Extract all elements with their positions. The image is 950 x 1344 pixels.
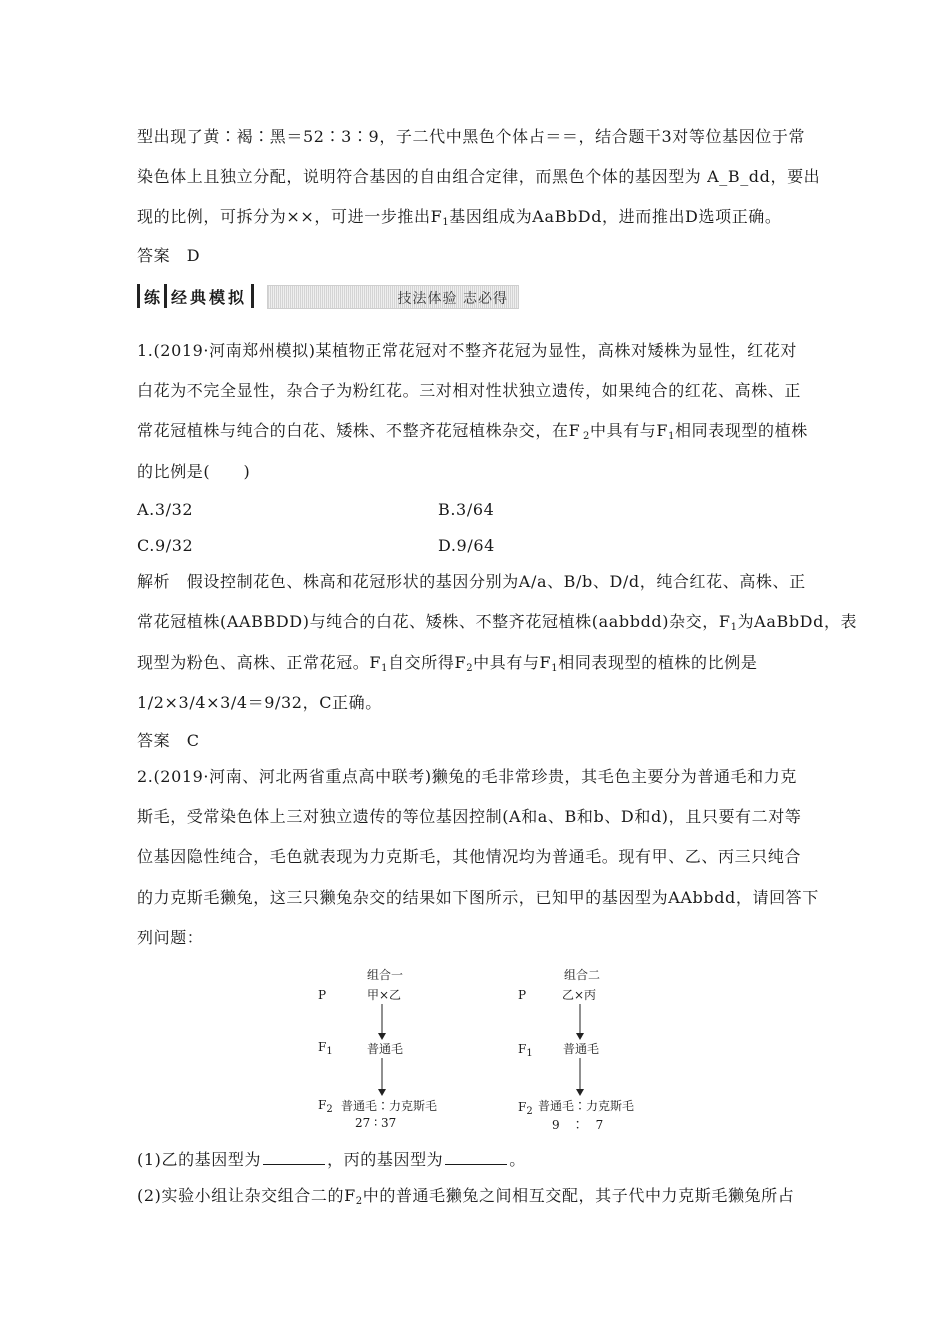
analysis-line: 常花冠植株(AABBDD)与纯合的白花、矮株、不整齐花冠植株(aabbdd)杂交，$F_1$为AaBbDd，表	[137, 612, 858, 633]
analysis-line: 解析 假设控制花色、株高和花冠形状的基因分别为A/a、B/b、D/d，纯合红花、高株、正	[137, 572, 806, 591]
banner-title: 练 经典模拟	[133, 282, 258, 310]
banner-subtitle: 技法体验 志必得	[397, 291, 508, 307]
arrow-icon	[378, 1004, 386, 1040]
arrow-icon	[576, 1004, 584, 1040]
answer-line: 答案 D	[137, 246, 201, 265]
group2-f2: 普通毛∶力克斯毛	[538, 1099, 635, 1113]
paragraph-line: 型出现了黄∶褐∶黑＝52∶3∶9，子二代中黑色个体占＝＝，结合题干3对等位基因位于常	[137, 127, 806, 146]
answer-blank[interactable]	[445, 1150, 507, 1165]
question-line: 2.(2019·河南、河北两省重点高中联考)獭兔的毛非常珍贵，其毛色主要分为普通毛和力克	[137, 767, 797, 786]
group2-title: 组合二	[564, 968, 601, 982]
subquestion-2: (2)实验小组让杂交组合二的$F_2$中的普通毛獭兔之间相互交配，其子代中力克斯毛獭兔所占	[137, 1186, 795, 1207]
question-line: 白花为不完全显性，杂合子为粉红花。三对相对性状独立遗传，如果纯合的红花、高株、正	[137, 381, 802, 400]
banner-subtitle-box	[267, 285, 519, 309]
cross-diagram	[300, 960, 660, 1140]
answer-line: 答案 C	[137, 731, 200, 750]
arrow-icon	[576, 1058, 584, 1096]
question-line: 斯毛，受常染色体上三对独立遗传的等位基因控制(A和a、B和b、D和d)，且只要有二对等	[137, 807, 802, 826]
group2-cross: 乙×丙	[562, 988, 597, 1002]
paragraph-line: 现的比例，可拆分为××，可进一步推出$F_1$基因组成为AaBbDd，进而推出D选项正确。	[137, 207, 782, 228]
f2-label: $F_2$	[318, 1098, 333, 1115]
f2-label: $F_2$	[518, 1100, 533, 1117]
option-c: C.9/32	[137, 536, 194, 555]
group1-f2: 普通毛∶力克斯毛	[341, 1099, 438, 1113]
question-line: 常花冠植株与纯合的白花、矮株、不整齐花冠植株杂交，在F	[137, 421, 581, 440]
group1-ratio: 27 ∶ 37	[355, 1116, 397, 1130]
question-line: 位基因隐性纯合，毛色就表现为力克斯毛，其他情况均为普通毛。现有甲、乙、丙三只纯合	[137, 847, 802, 866]
subquestion-1: (1)乙的基因型为 ，丙的基因型为 。	[137, 1150, 526, 1169]
option-d: D.9/64	[438, 536, 495, 555]
group2-ratio: 9 ∶ 7	[552, 1118, 604, 1132]
option-a: A.3/32	[137, 500, 194, 519]
analysis-line: 1/2×3/4×3/4＝9/32，C正确。	[137, 693, 382, 712]
question-line: 的力克斯毛獭兔，这三只獭兔杂交的结果如下图所示，已知甲的基因型为AAbbdd，请回答下	[137, 888, 819, 907]
group2-f1: 普通毛	[563, 1042, 600, 1056]
p-label: P	[318, 988, 327, 1002]
question-line: 列问题：	[137, 928, 204, 947]
analysis-line: 现型为粉色、高株、正常花冠。$F_1$自交所得$F_2$中具有与$F_1$相同表现型的植株的比例是	[137, 653, 758, 674]
group1-title: 组合一	[367, 968, 404, 982]
section-banner	[133, 282, 519, 310]
option-b: B.3/64	[438, 500, 495, 519]
question-line: 的比例是( )	[137, 462, 251, 481]
f1-label: $F_1$	[318, 1040, 333, 1057]
group1-cross: 甲×乙	[367, 988, 402, 1002]
question-line: 1.(2019·河南郑州模拟)某植物正常花冠对不整齐花冠为显性，高株对矮株为显性，红花对	[137, 341, 797, 360]
answer-blank[interactable]	[263, 1150, 325, 1165]
group1-f1: 普通毛	[367, 1042, 404, 1056]
paragraph-line: 染色体上且独立分配，说明符合基因的自由组合定律，而黑色个体的基因型为 A_B_dd，要出	[137, 167, 821, 186]
f1-label: $F_1$	[518, 1042, 533, 1059]
question-line: $_2$中具有与$F_1$相同表现型的植株	[583, 421, 808, 442]
arrow-icon	[378, 1058, 386, 1096]
p-label: P	[518, 988, 527, 1002]
